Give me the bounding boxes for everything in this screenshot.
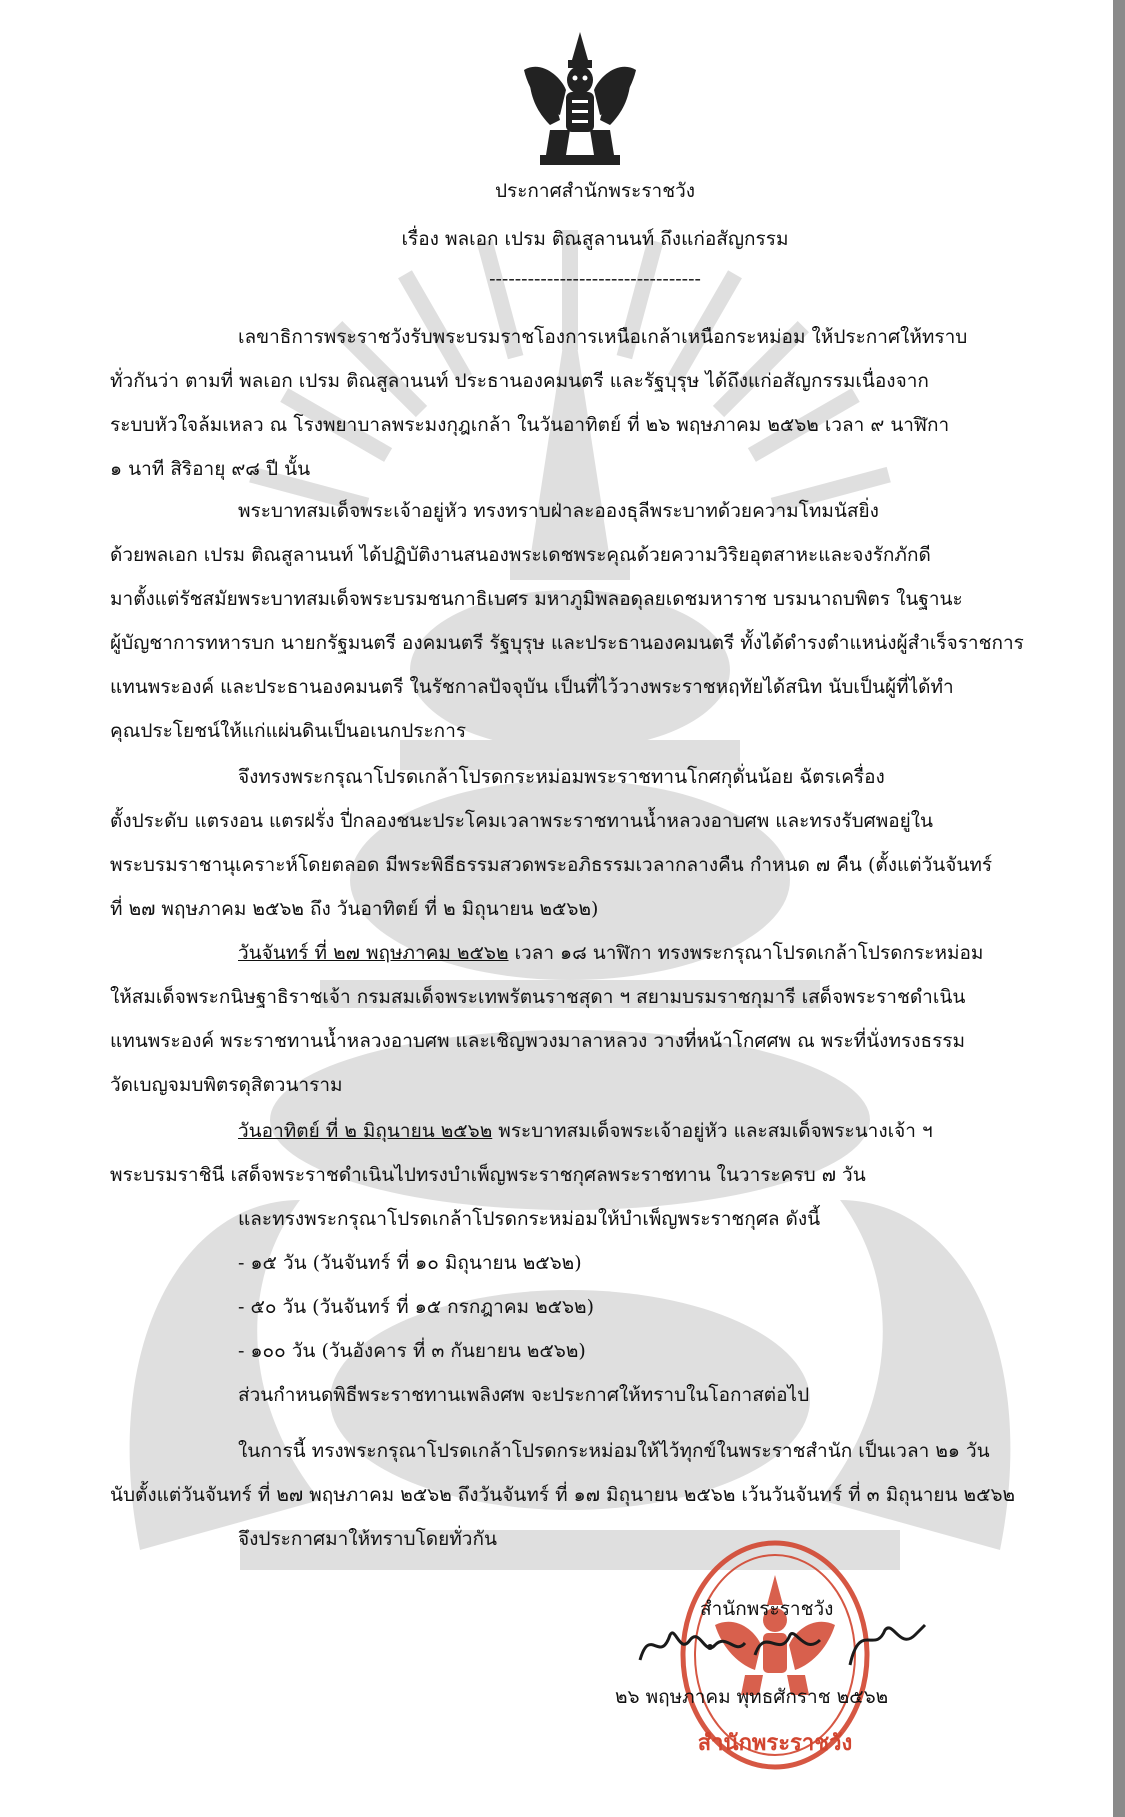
schedule-item: - ๕๐ วัน (วันจันทร์ ที่ ๑๕ กรกฎาคม ๒๕๖๒): [238, 1296, 594, 1318]
paragraph-5-line-1: [238, 1120, 933, 1143]
paragraph-1-line-2: ทั่วกันว่า ตามที่ พลเอก เปรม ติณสูลานนท์ ประธานองคมนตรี และรัฐบุรุษ ได้ถึงแก่อสัญกรรมเนื่องจาก: [110, 370, 929, 392]
scrollbar-edge: [1113, 0, 1125, 1817]
paragraph-4-line-1: [238, 942, 983, 965]
paragraph-4-line-4: วัดเบญจมบพิตรดุสิตวนาราม: [110, 1074, 343, 1096]
paragraph-3-line-3: พระบรมราชานุเคราะห์โดยตลอด มีพระพิธีธรรมสวดพระอภิธรรมเวลากลางคืน กำหนด ๗ คืน (ตั้งแต่วันจันทร์: [110, 854, 993, 876]
schedule-item: - ๑๐๐ วัน (วันอังคาร ที่ ๓ กันยายน ๒๕๖๒): [238, 1340, 586, 1362]
schedule-item: - ๑๕ วัน (วันจันทร์ ที่ ๑๐ มิถุนายน ๒๕๖๒): [238, 1252, 582, 1274]
seal-text: สำนักพระราชวัง: [697, 1731, 853, 1756]
paragraph-6: และทรงพระกรุณาโปรดเกล้าโปรดกระหม่อมให้บำเพ็ญพระราชกุศล ดังนี้: [238, 1208, 821, 1230]
garuda-emblem-icon: [520, 30, 640, 168]
paragraph-5-line-1-rest: พระบาทสมเด็จพระเจ้าอยู่หัว และสมเด็จพระนางเจ้า ฯ: [492, 1120, 933, 1142]
paragraph-2-line-2: ด้วยพลเอก เปรม ติณสูลานนท์ ได้ปฏิบัติงานสนองพระเดชพระคุณด้วยความวิริยอุตสาหะและจงรักภักดี: [110, 544, 931, 566]
paragraph-4-date: วันจันทร์ ที่ ๒๗ พฤษภาคม ๒๕๖๒: [238, 942, 509, 964]
paragraph-4-line-3: แทนพระองค์ พระราชทานน้ำหลวงอาบศพ และเชิญพวงมาลาหลวง วางที่หน้าโกศศพ ณ พระที่นั่งทรงธรรม: [110, 1030, 965, 1052]
paragraph-5-line-2: พระบรมราชินี เสด็จพระราชดำเนินไปทรงบำเพ็ญพระราชกุศลพระราชทาน ในวาระครบ ๗ วัน: [110, 1164, 866, 1186]
paragraph-2-line-5: แทนพระองค์ และประธานองคมนตรี ในรัชกาลปัจจุบัน เป็นที่ไว้วางพระราชหฤทัยได้สนิท นับเป็นผู้ที่ได้ทำ: [110, 676, 954, 698]
paragraph-4-line-2: ให้สมเด็จพระกนิษฐาธิราชเจ้า กรมสมเด็จพระเทพรัตนราชสุดา ฯ สยามบรมราชกุมารี เสด็จพระราชดำเนิน: [110, 986, 966, 1008]
paragraph-8-line-1: ในการนี้ ทรงพระกรุณาโปรดเกล้าโปรดกระหม่อมให้ไว้ทุกข์ในพระราชสำนัก เป็นเวลา ๒๑ วัน: [238, 1440, 990, 1462]
paragraph-9: จึงประกาศมาให้ทราบโดยทั่วกัน: [238, 1528, 497, 1550]
paragraph-2-line-4: ผู้บัญชาการทหารบก นายกรัฐมนตรี องคมนตรี รัฐบุรุษ และประธานองคมนตรี ทั้งได้ดำรงตำแหน่งผู้สำเร็จราชการ: [110, 632, 1024, 654]
paragraph-3-line-2: ตั้งประดับ แตรงอน แตรฝรั่ง ปี่กลองชนะประโคมเวลาพระราชทานน้ำหลวงอาบศพ และทรงรับศพอยู่ใน: [110, 810, 934, 832]
paragraph-5-date: วันอาทิตย์ ที่ ๒ มิถุนายน ๒๕๖๒: [238, 1120, 493, 1142]
paragraph-1-line-4: ๑ นาที สิริอายุ ๙๘ ปี นั้น: [110, 458, 311, 480]
announcement-title: ประกาศสำนักพระราชวัง: [494, 180, 696, 202]
paragraph-7: ส่วนกำหนดพิธีพระราชทานเพลิงศพ จะประกาศให้ทราบในโอกาสต่อไป: [238, 1384, 810, 1406]
announcement-subject: เรื่อง พลเอก เปรม ติณสูลานนท์ ถึงแก่อสัญกรรม: [401, 228, 789, 250]
issue-date: ๒๖ พฤษภาคม พุทธศักราช ๒๕๖๒: [615, 1686, 889, 1708]
paragraph-2-line-3: มาตั้งแต่รัชสมัยพระบาทสมเด็จพระบรมชนกาธิเบศร มหาภูมิพลอดุลยเดชมหาราช บรมนาถบพิตร ในฐานะ: [110, 588, 963, 610]
paragraph-1-line-3: ระบบหัวใจล้มเหลว ณ โรงพยาบาลพระมงกุฎเกล้า ในวันอาทิตย์ ที่ ๒๖ พฤษภาคม ๒๕๖๒ เวลา ๙ นาฬิกา: [110, 414, 950, 436]
paragraph-4-line-1-rest: เวลา ๑๘ นาฬิกา ทรงพระกรุณาโปรดเกล้าโปรดกระหม่อม: [508, 942, 984, 964]
paragraph-3-line-4: ที่ ๒๗ พฤษภาคม ๒๕๖๒ ถึง วันอาทิตย์ ที่ ๒ มิถุนายน ๒๕๖๒): [110, 898, 599, 920]
divider-dashes: ---------------------------------: [489, 268, 701, 290]
paragraph-2-line-6: คุณประโยชน์ให้แก่แผ่นดินเป็นอเนกประการ: [110, 720, 467, 742]
paragraph-8-line-2: นับตั้งแต่วันจันทร์ ที่ ๒๗ พฤษภาคม ๒๕๖๒ ถึงวันจันทร์ ที่ ๑๗ มิถุนายน ๒๕๖๒ เว้นวันจันทร์ ที่ ๓ มิถุนายน ๒๕๖๒: [110, 1484, 1016, 1506]
paragraph-2-line-1: พระบาทสมเด็จพระเจ้าอยู่หัว ทรงทราบฝ่าละอองธุลีพระบาทด้วยความโทมนัสยิ่ง: [238, 500, 879, 522]
issuer-name: สำนักพระราชวัง: [700, 1598, 834, 1620]
paragraph-1-line-1: เลขาธิการพระราชวังรับพระบรมราชโองการเหนือเกล้าเหนือกระหม่อม ให้ประกาศให้ทราบ: [238, 326, 968, 348]
paragraph-3-line-1: จึงทรงพระกรุณาโปรดเกล้าโปรดกระหม่อมพระราชทานโกศกุดั่นน้อย ฉัตรเครื่อง: [238, 766, 885, 788]
